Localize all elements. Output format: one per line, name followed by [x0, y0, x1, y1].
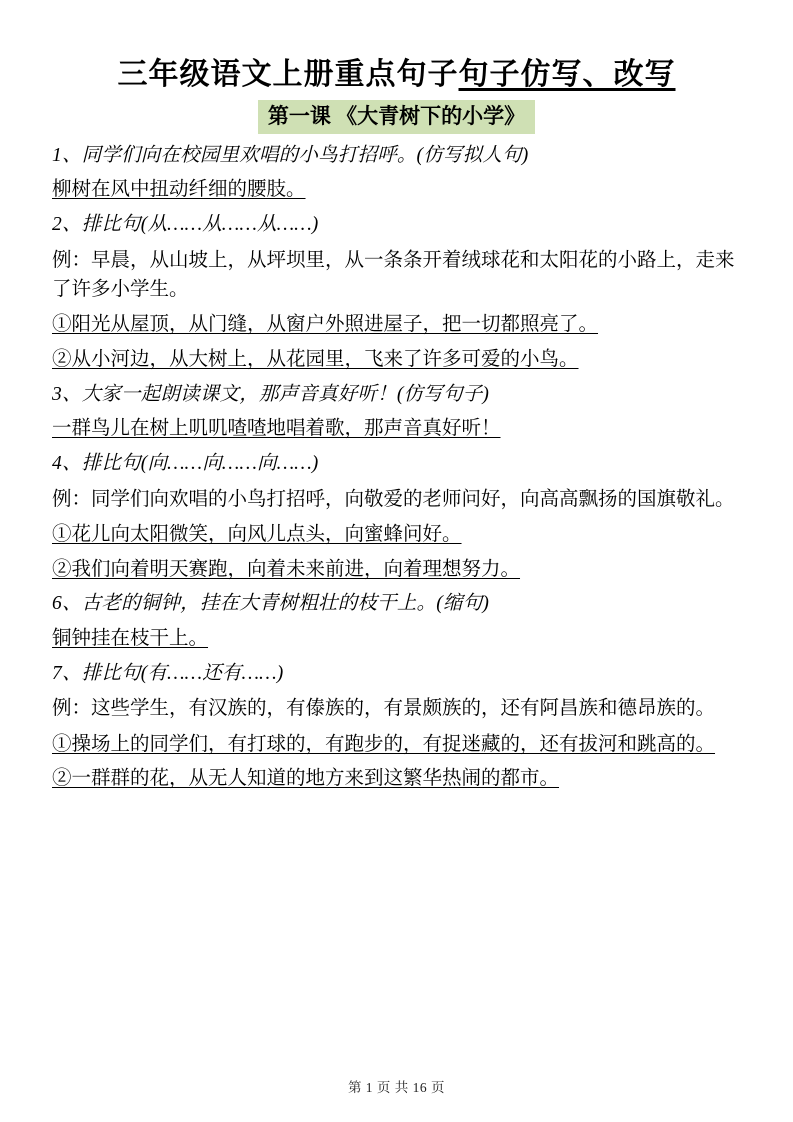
exercise-prompt: 2、排比句(从……从……从……): [52, 214, 319, 236]
underlined-text: ①阳光从屋顶，从门缝，从窗户外照进屋子，把一切都照亮了。: [52, 314, 599, 336]
exercise-prompt: 3、大家一起朗读课文，那声音真好听！(仿写句子): [52, 383, 490, 405]
example-sentence: 例：同学们向欢唱的小鸟打招呼，向敬爱的老师问好，向高高飘扬的国旗敬礼。: [52, 488, 735, 510]
exercise-prompt: 6、古老的铜钟，挂在大青树粗壮的枝干上。(缩句): [52, 593, 490, 615]
exercise-prompt: 4、排比句(向……向……向……): [52, 453, 319, 475]
document-body: [52, 142, 741, 793]
underlined-text: 一群鸟儿在树上叽叽喳喳地唱着歌，那声音真好听！: [52, 418, 501, 440]
underlined-text: 柳树在风中扭动纤细的腰肢。: [52, 179, 306, 201]
answer-sentence: [52, 625, 741, 653]
underlined-text: ①操场上的同学们，有打球的，有跑步的，有捉迷藏的，还有拔河和跳高的。: [52, 733, 716, 755]
answer-sentence: [52, 415, 741, 443]
answer-sentence: [52, 556, 741, 584]
example-sentence: 例：这些学生，有汉族的，有傣族的，有景颇族的，还有阿昌族和德昂族的。: [52, 698, 716, 720]
exercise-prompt: 1、同学们向在校园里欢唱的小鸟打招呼。(仿写拟人句): [52, 144, 529, 166]
answer-sentence: [52, 765, 741, 793]
page-title-underlined: 句子仿写、改写: [458, 58, 676, 91]
underlined-text: ②我们向着明天赛跑，向着未来前进，向着理想努力。: [52, 558, 521, 580]
underlined-text: ①花儿向太阳微笑，向风儿点头，向蜜蜂问好。: [52, 524, 462, 546]
example-sentence: 例：早晨，从山坡上，从坪坝里，从一条条开着绒球花和太阳花的小路上，走来了许多小学生。: [52, 249, 735, 301]
underlined-text: ②一群群的花，从无人知道的地方来到这繁华热闹的都市。: [52, 768, 560, 790]
answer-sentence: [52, 346, 741, 374]
answer-sentence: [52, 731, 741, 759]
answer-sentence: [52, 311, 741, 339]
underlined-text: 铜钟挂在枝干上。: [52, 628, 209, 650]
exercise-prompt: 7、排比句(有……还有……): [52, 662, 284, 684]
underlined-text: ②从小河边，从大树上，从花园里，飞来了许多可爱的小鸟。: [52, 349, 579, 371]
page-footer: 第 1 页 共 16 页: [347, 1080, 446, 1095]
lesson-header: 第一课 《大青树下的小学》: [258, 100, 535, 134]
answer-sentence: [52, 176, 741, 204]
lesson-header-container: [52, 100, 741, 134]
page-title: [52, 56, 741, 94]
page-title-plain: 三年级语文上册重点句子: [117, 58, 459, 91]
answer-sentence: [52, 521, 741, 549]
